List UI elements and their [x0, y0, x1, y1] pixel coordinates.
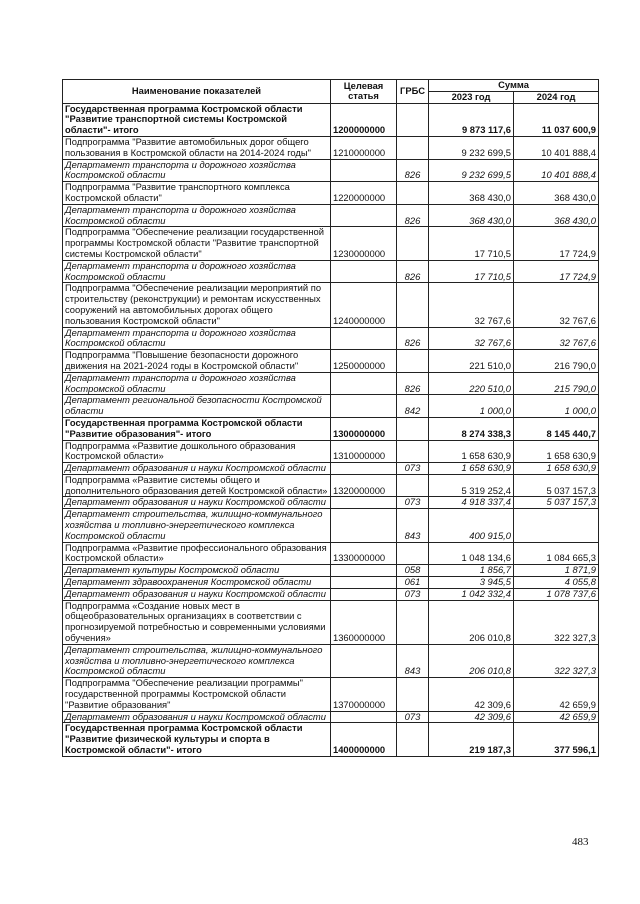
header-grbs: ГРБС	[397, 80, 429, 104]
row-sum-2024: 8 145 440,7	[514, 417, 599, 440]
row-sum-2024: 1 658 630,9	[514, 440, 599, 463]
row-grbs	[397, 542, 429, 565]
row-target-code	[331, 497, 397, 509]
row-name: Подпрограмма «Создание новых мест в общеобразовательных организациях в соответствии с прогнозируемой потребностью и современными условиями обучения»	[63, 600, 331, 644]
row-grbs	[397, 678, 429, 711]
row-sum-2023: 1 658 630,9	[429, 463, 514, 475]
row-target-code	[331, 159, 397, 182]
row-sum-2023: 9 873 117,6	[429, 103, 514, 136]
row-name: Государственная программа Костромской области "Развитие образования"- итого	[63, 417, 331, 440]
row-sum-2023: 368 430,0	[429, 182, 514, 205]
row-target-code: 1240000000	[331, 283, 397, 327]
row-grbs	[397, 417, 429, 440]
row-target-code	[331, 565, 397, 577]
row-sum-2023: 32 767,6	[429, 283, 514, 327]
row-grbs	[397, 136, 429, 159]
table-row	[63, 577, 599, 589]
table-row	[63, 350, 599, 373]
row-grbs: 843	[397, 509, 429, 542]
row-grbs	[397, 474, 429, 497]
row-grbs: 061	[397, 577, 429, 589]
row-target-code	[331, 204, 397, 227]
table-row	[63, 463, 599, 475]
row-sum-2023: 1 856,7	[429, 565, 514, 577]
row-target-code	[331, 463, 397, 475]
row-sum-2023: 3 945,5	[429, 577, 514, 589]
row-sum-2023: 206 010,8	[429, 600, 514, 644]
row-sum-2024: 5 037 157,3	[514, 474, 599, 497]
row-sum-2023: 219 187,3	[429, 723, 514, 756]
row-target-code	[331, 509, 397, 542]
row-grbs: 843	[397, 644, 429, 677]
row-target-code: 1210000000	[331, 136, 397, 159]
table-row	[63, 600, 599, 644]
row-sum-2024: 1 078 737,6	[514, 588, 599, 600]
row-name: Департамент культуры Костромской области	[63, 565, 331, 577]
table-row	[63, 283, 599, 327]
row-name: Департамент транспорта и дорожного хозяйства Костромской области	[63, 372, 331, 395]
row-sum-2023: 9 232 699,5	[429, 136, 514, 159]
row-grbs	[397, 723, 429, 756]
row-sum-2024: 1 658 630,9	[514, 463, 599, 475]
table-row	[63, 204, 599, 227]
row-grbs: 058	[397, 565, 429, 577]
table-row	[63, 327, 599, 350]
row-sum-2023: 221 510,0	[429, 350, 514, 373]
table-row	[63, 474, 599, 497]
row-name: Государственная программа Костромской области "Развитие транспортной системы Костромской области"- итого	[63, 103, 331, 136]
row-target-code: 1300000000	[331, 417, 397, 440]
row-sum-2023: 400 915,0	[429, 509, 514, 542]
row-sum-2023: 368 430,0	[429, 204, 514, 227]
row-sum-2024: 4 055,8	[514, 577, 599, 589]
row-name: Подпрограмма "Обеспечение реализации программы" государственной программы Костромской области "Развитие образования"	[63, 678, 331, 711]
row-target-code: 1230000000	[331, 227, 397, 260]
table-row	[63, 395, 599, 418]
row-name: Департамент образования и науки Костромской области	[63, 588, 331, 600]
header-code: Целевая статья	[331, 80, 397, 104]
table-row	[63, 103, 599, 136]
row-target-code: 1360000000	[331, 600, 397, 644]
table-header	[63, 80, 599, 104]
row-sum-2024: 322 327,3	[514, 600, 599, 644]
row-grbs: 826	[397, 327, 429, 350]
row-grbs	[397, 350, 429, 373]
row-sum-2024: 1 084 665,3	[514, 542, 599, 565]
row-grbs: 073	[397, 711, 429, 723]
header-name: Наименование показателей	[63, 80, 331, 104]
row-grbs: 073	[397, 463, 429, 475]
table-row	[63, 509, 599, 542]
row-name: Департамент образования и науки Костромской области	[63, 711, 331, 723]
row-sum-2024: 368 430,0	[514, 182, 599, 205]
row-name: Департамент образования и науки Костромской области	[63, 463, 331, 475]
row-name: Подпрограмма «Развитие системы общего и дополнительного образования детей Костромской области»	[63, 474, 331, 497]
row-target-code: 1400000000	[331, 723, 397, 756]
row-sum-2024: 1 000,0	[514, 395, 599, 418]
row-target-code	[331, 372, 397, 395]
row-name: Департамент транспорта и дорожного хозяйства Костромской области	[63, 260, 331, 283]
row-sum-2023: 4 918 337,4	[429, 497, 514, 509]
table-row	[63, 227, 599, 260]
row-target-code	[331, 644, 397, 677]
table-row	[63, 711, 599, 723]
row-sum-2024: 216 790,0	[514, 350, 599, 373]
row-target-code: 1330000000	[331, 542, 397, 565]
table-row	[63, 644, 599, 677]
table-row	[63, 372, 599, 395]
row-name: Подпрограмма "Развитие транспортного комплекса Костромской области"	[63, 182, 331, 205]
row-sum-2023: 1 042 332,4	[429, 588, 514, 600]
header-year-2024: 2024 год	[514, 91, 599, 103]
row-sum-2024	[514, 509, 599, 542]
row-name: Департамент транспорта и дорожного хозяйства Костромской области	[63, 327, 331, 350]
row-name: Департамент образования и науки Костромской области	[63, 497, 331, 509]
row-name: Департамент транспорта и дорожного хозяйства Костромской области	[63, 159, 331, 182]
row-name: Департамент строительства, жилищно-коммунального хозяйства и топливно-энергетического комплекса Костромской области	[63, 509, 331, 542]
row-sum-2023: 42 309,6	[429, 711, 514, 723]
row-target-code: 1310000000	[331, 440, 397, 463]
table-row	[63, 723, 599, 756]
row-target-code	[331, 588, 397, 600]
row-grbs	[397, 103, 429, 136]
table-row	[63, 159, 599, 182]
row-sum-2023: 17 710,5	[429, 227, 514, 260]
row-target-code: 1200000000	[331, 103, 397, 136]
row-name: Подпрограмма "Развитие автомобильных дорог общего пользования в Костромской области на 2014-2024 годы"	[63, 136, 331, 159]
row-target-code: 1370000000	[331, 678, 397, 711]
table-row	[63, 678, 599, 711]
row-grbs	[397, 440, 429, 463]
row-target-code	[331, 260, 397, 283]
row-name: Департамент транспорта и дорожного хозяйства Костромской области	[63, 204, 331, 227]
row-sum-2024: 322 327,3	[514, 644, 599, 677]
row-grbs: 826	[397, 159, 429, 182]
row-target-code	[331, 577, 397, 589]
row-name: Подпрограмма «Развитие профессионального образования Костромской области»	[63, 542, 331, 565]
table-row	[63, 497, 599, 509]
row-sum-2023: 1 048 134,6	[429, 542, 514, 565]
row-target-code: 1250000000	[331, 350, 397, 373]
row-grbs	[397, 283, 429, 327]
row-target-code: 1320000000	[331, 474, 397, 497]
row-name: Подпрограмма "Повышение безопасности дорожного движения на 2021-2024 годы в Костромской области"	[63, 350, 331, 373]
row-name: Подпрограмма "Обеспечение реализации мероприятий по строительству (реконструкции) и ремонтам искусственных сооружений на автомобильных дорогах общего пользования Костромской области"	[63, 283, 331, 327]
row-sum-2024: 5 037 157,3	[514, 497, 599, 509]
row-sum-2024: 377 596,1	[514, 723, 599, 756]
row-sum-2024: 42 659,9	[514, 678, 599, 711]
row-grbs: 826	[397, 204, 429, 227]
row-target-code	[331, 327, 397, 350]
row-sum-2024: 17 724,9	[514, 227, 599, 260]
row-sum-2023: 5 319 252,4	[429, 474, 514, 497]
row-grbs: 826	[397, 260, 429, 283]
row-grbs	[397, 227, 429, 260]
row-grbs: 826	[397, 372, 429, 395]
row-grbs: 842	[397, 395, 429, 418]
row-target-code	[331, 395, 397, 418]
row-sum-2024: 42 659,9	[514, 711, 599, 723]
row-sum-2024: 215 790,0	[514, 372, 599, 395]
table-row	[63, 182, 599, 205]
row-sum-2023: 32 767,6	[429, 327, 514, 350]
row-sum-2023: 8 274 338,3	[429, 417, 514, 440]
row-name: Департамент строительства, жилищно-коммунального хозяйства и топливно-энергетического комплекса Костромской области	[63, 644, 331, 677]
row-name: Подпрограмма "Обеспечение реализации государственной программы Костромской области "Развитие транспортной системы Костромской области"	[63, 227, 331, 260]
row-sum-2024: 1 871,9	[514, 565, 599, 577]
table-body	[63, 103, 599, 756]
row-name: Подпрограмма «Развитие дошкольного образования Костромской области»	[63, 440, 331, 463]
row-sum-2023: 1 000,0	[429, 395, 514, 418]
row-grbs	[397, 600, 429, 644]
row-sum-2023: 9 232 699,5	[429, 159, 514, 182]
header-sum: Сумма	[429, 80, 599, 92]
row-sum-2024: 32 767,6	[514, 327, 599, 350]
table-row	[63, 260, 599, 283]
table-row	[63, 136, 599, 159]
header-year-2023: 2023 год	[429, 91, 514, 103]
row-sum-2023: 1 658 630,9	[429, 440, 514, 463]
row-sum-2024: 10 401 888,4	[514, 159, 599, 182]
row-grbs: 073	[397, 588, 429, 600]
page-number: 483	[572, 836, 589, 848]
row-grbs	[397, 182, 429, 205]
row-sum-2023: 17 710,5	[429, 260, 514, 283]
row-name: Государственная программа Костромской области "Развитие физической культуры и спорта в Костромской области"- итого	[63, 723, 331, 756]
row-sum-2024: 17 724,9	[514, 260, 599, 283]
row-target-code: 1220000000	[331, 182, 397, 205]
table-row	[63, 565, 599, 577]
row-target-code	[331, 711, 397, 723]
table-row	[63, 542, 599, 565]
row-grbs: 073	[397, 497, 429, 509]
budget-table	[62, 79, 599, 757]
row-sum-2023: 42 309,6	[429, 678, 514, 711]
table-row	[63, 588, 599, 600]
row-sum-2024: 32 767,6	[514, 283, 599, 327]
row-sum-2023: 206 010,8	[429, 644, 514, 677]
row-sum-2023: 220 510,0	[429, 372, 514, 395]
row-sum-2024: 368 430,0	[514, 204, 599, 227]
row-name: Департамент региональной безопасности Костромской области	[63, 395, 331, 418]
table-row	[63, 440, 599, 463]
row-sum-2024: 11 037 600,9	[514, 103, 599, 136]
table-row	[63, 417, 599, 440]
row-name: Департамент здравоохранения Костромской области	[63, 577, 331, 589]
row-sum-2024: 10 401 888,4	[514, 136, 599, 159]
